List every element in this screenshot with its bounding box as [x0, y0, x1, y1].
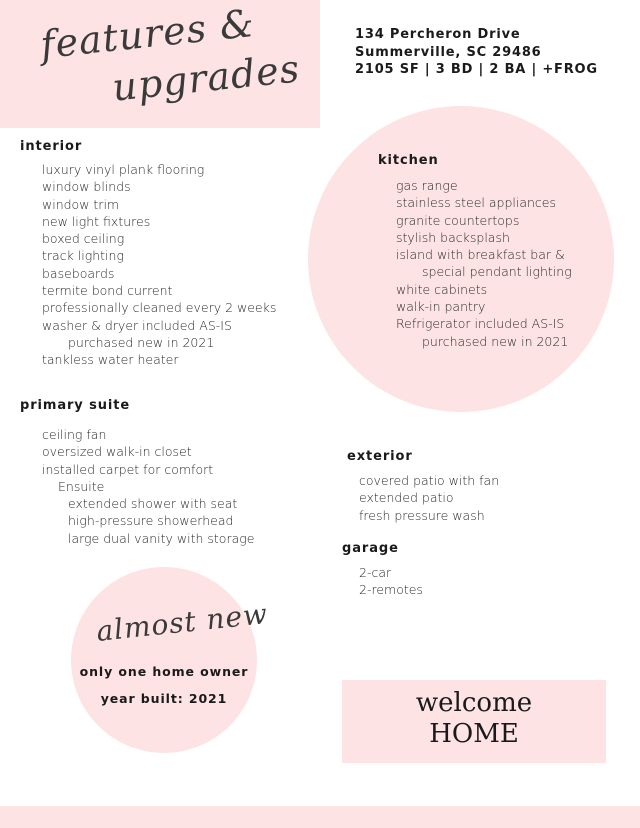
list-item: new light fixtures	[42, 213, 151, 229]
list-item: track lighting	[42, 248, 124, 264]
list-item: Refrigerator included AS-IS	[396, 316, 565, 332]
list-item: oversized walk-in closet	[42, 444, 192, 460]
address-street: 134 Percheron Drive	[355, 27, 521, 42]
year-built: year built: 2021	[100, 691, 228, 706]
list-item: boxed ceiling	[42, 231, 125, 247]
address-city: Summerville, SC 29486	[355, 44, 542, 60]
list-item: extended shower with seat	[68, 496, 238, 512]
address-block	[355, 26, 598, 79]
list-item: white cabinets	[396, 281, 488, 297]
title-script-line1: features &	[38, 0, 257, 68]
almost-new-circle	[71, 567, 257, 753]
list-item: large dual vanity with storage	[68, 530, 255, 546]
primary-suite-heading: primary suite	[20, 398, 131, 413]
footer-band	[0, 806, 640, 828]
kitchen-list	[396, 177, 572, 350]
list-item: window blinds	[42, 179, 131, 195]
list-item: granite countertops	[396, 212, 520, 228]
list-item: stainless steel appliances	[396, 195, 557, 211]
exterior-heading: exterior	[347, 449, 413, 464]
list-item: 2-car	[359, 565, 392, 580]
list-item: ceiling fan	[42, 427, 107, 442]
list-item: high-pressure showerhead	[68, 513, 234, 529]
list-item: 2-remotes	[359, 582, 423, 598]
list-item: island with breakfast bar &	[396, 247, 565, 263]
garage-heading: garage	[342, 541, 399, 556]
list-item: luxury vinyl plank flooring	[42, 162, 205, 177]
list-item: extended patio	[359, 490, 454, 506]
garage-list	[359, 564, 423, 599]
list-item: walk-in pantry	[396, 299, 486, 315]
list-item: tankless water heater	[42, 352, 179, 368]
welcome-text: welcome	[415, 688, 533, 718]
exterior-list	[359, 472, 499, 524]
list-item: purchased new in 2021	[422, 333, 569, 349]
list-item: termite bond current	[42, 283, 173, 299]
list-item: window trim	[42, 196, 120, 212]
list-item: washer & dryer included AS-IS	[42, 317, 232, 333]
list-item: gas range	[396, 178, 458, 193]
list-item: Ensuite	[58, 478, 105, 494]
list-item: installed carpet for comfort	[42, 461, 214, 477]
kitchen-heading: kitchen	[378, 153, 439, 168]
home-text: HOME	[429, 719, 519, 749]
interior-list	[42, 161, 276, 369]
list-item: baseboards	[42, 265, 115, 281]
list-item: stylish backsplash	[396, 229, 510, 245]
title-script-line2: upgrades	[110, 46, 303, 110]
list-item: professionally cleaned every 2 weeks	[42, 300, 277, 316]
interior-heading: interior	[20, 139, 83, 154]
list-item: purchased new in 2021	[68, 334, 215, 350]
primary-suite-list	[42, 426, 254, 547]
owner-note: only one home owner	[79, 664, 249, 679]
almost-new-script: almost new	[94, 597, 270, 648]
address-specs: 2105 SF | 3 BD | 2 BA | +FROG	[355, 62, 598, 77]
list-item: fresh pressure wash	[359, 507, 485, 523]
list-item: covered patio with fan	[359, 473, 500, 488]
list-item: special pendant lighting	[422, 264, 572, 280]
